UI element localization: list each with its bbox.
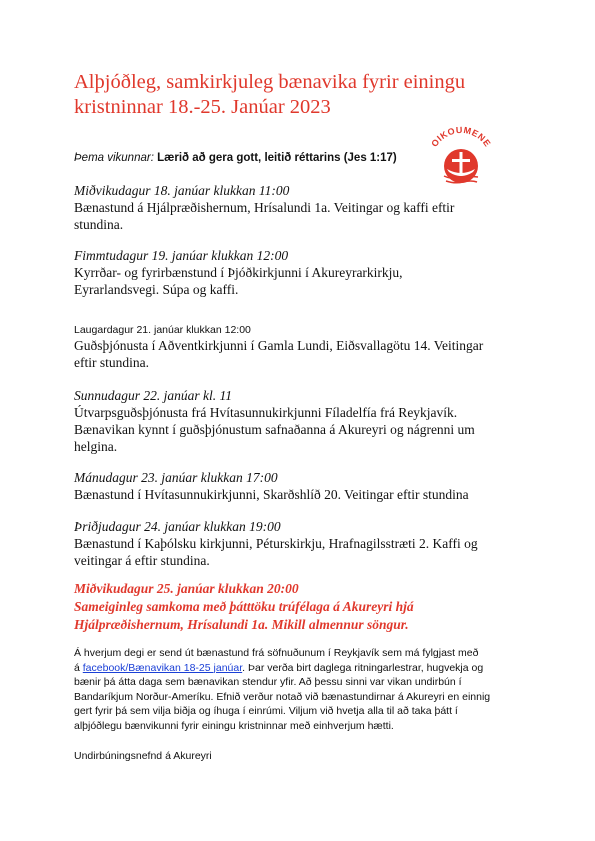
event-body <box>74 264 524 298</box>
info-line: Bandaríkjum Norður-Ameríku. Efnið verður notað við bænastundirnar á Akureyri en einnig <box>74 690 491 703</box>
event-body <box>74 535 524 569</box>
info-text: á <box>74 661 83 674</box>
event-body <box>74 486 524 503</box>
event-heading: Þriðjudagur 24. janúar klukkan 19:00 <box>74 519 281 534</box>
event-entry-5 <box>74 469 524 503</box>
theme-label: Þema vikunnar: <box>74 152 158 164</box>
final-event <box>74 580 534 634</box>
facebook-link[interactable]: facebook/Bænavikan 18-25 janúar <box>82 661 243 674</box>
event-heading: Laugardagur 21. janúar klukkan 12:00 <box>74 324 251 336</box>
title-line-1: Alþjóðleg, samkirkjuleg bænavika fyrir einingu <box>74 71 466 93</box>
oikoumene-logo-icon <box>420 122 502 188</box>
theme-line <box>74 151 454 165</box>
title-line-2: kristninnar 18.-25. Janúar 2023 <box>74 96 331 118</box>
event-line: Kyrrðar- og fyrirbænstund í Þjóðkirkjunni í Akureyrarkirkju, <box>74 265 403 280</box>
event-heading: Miðvikudagur 18. janúar klukkan 11:00 <box>74 183 290 198</box>
event-heading: Mánudagur 23. janúar klukkan 17:00 <box>74 470 278 485</box>
signature: Undirbúningsnefnd á Akureyri <box>74 750 212 762</box>
document-title <box>74 70 474 120</box>
info-line: Á hverjum degi er send út bænastund frá söfnuðunum í Reykjavík sem má fylgjast með <box>74 647 479 659</box>
info-text: . Þar verða birt daglega ritningarlestrar, hugvekja og <box>242 661 484 674</box>
info-line: bænir þá átta daga sem bænavikan stendur yfir. Að þessu sinni var vikan undirbún í <box>74 676 462 689</box>
event-line: Bænastund á Hjálpræðishernum, Hrísalundi 1a. Veitingar og kaffi eftir <box>74 200 455 215</box>
info-line: alþjóðlegu bænvikunni fyrir einingu kristninnar með einhverjum hætti. <box>74 719 394 732</box>
event-entry-6 <box>74 518 524 569</box>
event-entry-2 <box>74 247 524 298</box>
event-line: helgina. <box>74 439 118 454</box>
event-body <box>74 337 524 371</box>
event-line: Bænavikan kynnt í guðsþjónustum safnaðanna á Akureyri og nágrenni um <box>74 422 475 437</box>
info-paragraph <box>74 646 534 734</box>
event-heading: Fimmtudagur 19. janúar klukkan 12:00 <box>74 248 289 263</box>
info-line-with-link <box>74 661 534 676</box>
event-line: Útvarpsguðsþjónusta frá Hvítasunnukirkjunni Fíladelfía frá Reykjavík. <box>74 405 458 420</box>
logo-text: OIKOUMENE <box>429 124 493 149</box>
event-line: eftir stundina. <box>74 355 149 370</box>
final-event-line: Hjálpræðishernum, Hrísalundi 1a. Mikill almennur söngur. <box>74 617 409 632</box>
event-body <box>74 199 524 233</box>
event-line: Guðsþjónusta í Aðventkirkjunni í Gamla Lundi, Eiðsvallagötu 14. Veitingar <box>74 338 484 353</box>
theme-text: Lærið að gera gott, leitið réttarins (Jes 1:17) <box>157 152 397 164</box>
event-entry-4 <box>74 387 524 455</box>
event-line: Bænastund í Hvítasunnukirkjunni, Skarðshlíð 20. Veitingar eftir stundina <box>74 487 469 502</box>
final-event-heading: Miðvikudagur 25. janúar klukkan 20:00 <box>74 581 299 596</box>
final-event-line: Sameiginleg samkoma með þátttöku trúfélaga á Akureyri hjá <box>74 599 414 614</box>
event-line: Eyrarlandsvegi. Súpa og kaffi. <box>74 282 239 297</box>
svg-text:OIKOUMENE <box>429 125 493 149</box>
info-line: gert fyrir þá sem vilja biðja og íhuga í einrúmi. Viljum við hvetja alla til að taka þátt í <box>74 705 458 718</box>
event-line: veitingar á eftir stundina. <box>74 553 210 568</box>
event-heading: Sunnudagur 22. janúar kl. 11 <box>74 388 232 403</box>
event-entry-3 <box>74 323 524 371</box>
event-entry-1 <box>74 182 524 233</box>
event-body <box>74 404 524 455</box>
event-line: stundina. <box>74 217 124 232</box>
event-line: Bænastund í Kaþólsku kirkjunni, Péturskirkju, Hrafnagilsstræti 2. Kaffi og <box>74 536 478 551</box>
